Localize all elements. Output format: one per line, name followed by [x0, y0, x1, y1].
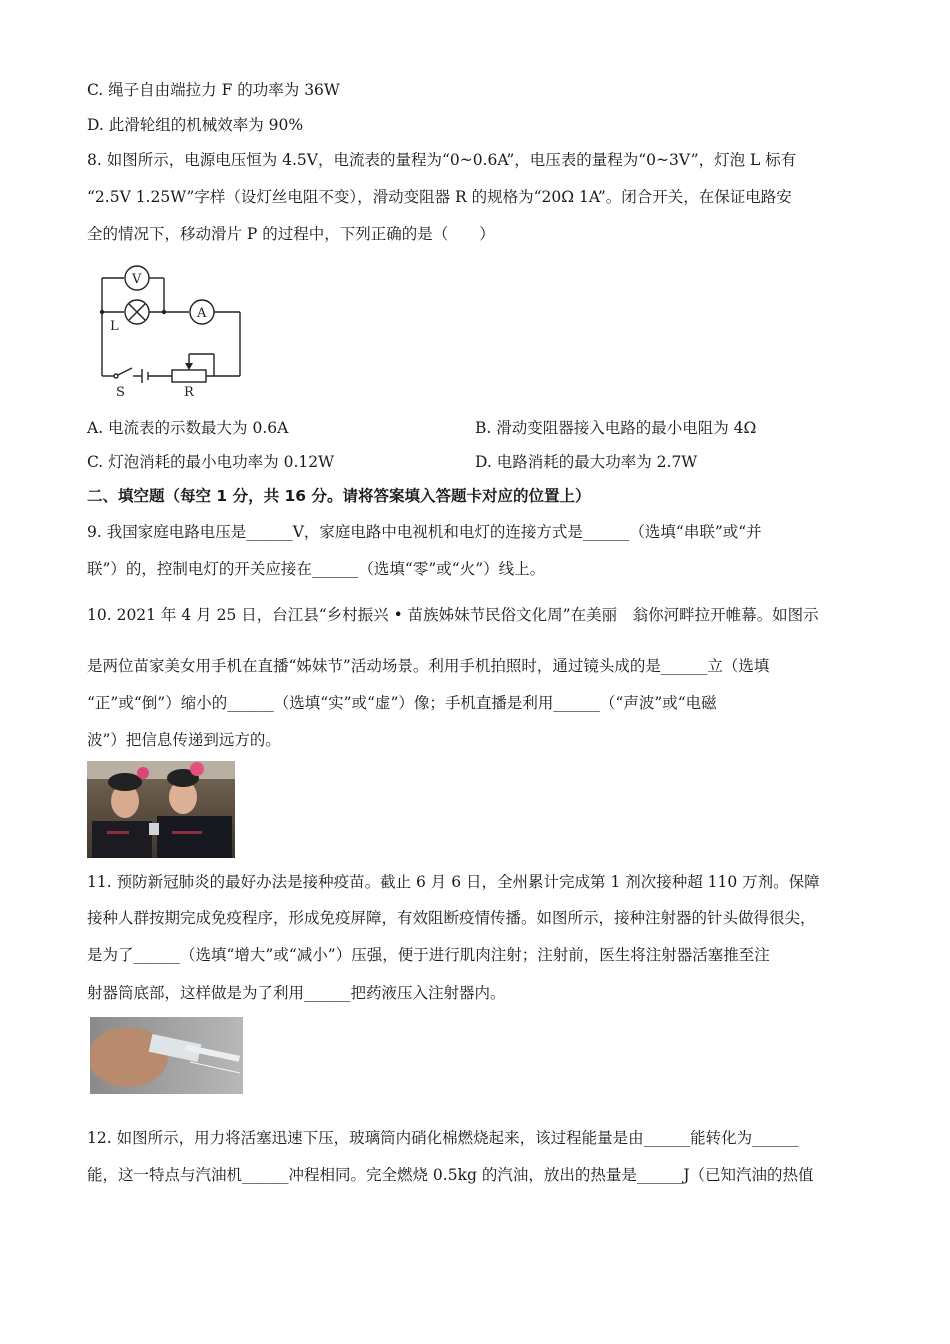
section-2-heading: 二、填空题（每空 1 分，共 16 分。请将答案填入答题卡对应的位置上）	[87, 487, 591, 505]
q9-line2: 联”）的，控制电灯的开关应接在______（选填“零”或“火”）线上。	[87, 560, 546, 578]
slider-arrow	[185, 363, 193, 370]
q9-line1: 9. 我国家庭电路电压是______V，家庭电路中电视机和电灯的连接方式是______（选填“串联”或“并	[87, 523, 762, 541]
miao-women-photo	[87, 761, 235, 858]
q8-option-a: A. 电流表的示数最大为 0.6A	[87, 419, 289, 437]
rheostat-label: R	[184, 385, 194, 400]
lamp-label: L	[110, 319, 119, 334]
syringe-photo	[90, 1017, 243, 1094]
q8-option-d: D. 电路消耗的最大功率为 2.7W	[475, 453, 698, 471]
q11-line3: 是为了______（选填“增大”或“减小”）压强，便于进行肌肉注射；注射前，医生将注射器活塞推至注	[87, 946, 770, 964]
q11-line1: 11. 预防新冠肺炎的最好办法是接种疫苗。截止 6 月 6 日，全州累计完成第 1 剂次接种超 110 万剂。保障	[87, 873, 820, 891]
circuit-diagram	[92, 262, 252, 402]
voltmeter-label: V	[132, 272, 142, 287]
junction-dot-left	[100, 310, 104, 314]
junction-dot-right	[162, 310, 166, 314]
q10-line2: 是两位苗家美女用手机在直播“姊妹节”活动场景。利用手机拍照时，通过镜头成的是______立（选填	[87, 657, 770, 675]
q11-line4: 射器筒底部，这样做是为了利用______把药液压入注射器内。	[87, 984, 506, 1002]
q7-option-d: D. 此滑轮组的机械效率为 90%	[87, 116, 304, 134]
q7-option-c: C. 绳子自由端拉力 F 的功率为 36W	[87, 81, 340, 99]
q8-option-c: C. 灯泡消耗的最小电功率为 0.12W	[87, 453, 335, 471]
switch-label: S	[116, 385, 125, 400]
ammeter-label: A	[197, 306, 207, 321]
q10-line4: 波”）把信息传递到远方的。	[87, 731, 281, 749]
q10-line3: “正”或“倒”）缩小的______（选填“实”或“虚”）像；手机直播是利用______（“声波”或“电磁	[87, 694, 717, 712]
q8-stem-line1: 8. 如图所示，电源电压恒为 4.5V，电流表的量程为“0~0.6A”，电压表的量程为“0~3V”，灯泡 L 标有	[87, 151, 797, 169]
q11-line2: 接种人群按期完成免疫程序，形成免疫屏障，有效阻断疫情传播。如图所示，接种注射器的针头做得很尖，	[87, 909, 816, 927]
q12-line2: 能，这一特点与汽油机______冲程相同。完全燃烧 0.5kg 的汽油，放出的热量是______J（已知汽油的热值	[87, 1166, 814, 1184]
q8-stem-line3: 全的情况下，移动滑片 P 的过程中，下列正确的是（ ）	[87, 225, 495, 243]
q8-option-b: B. 滑动变阻器接入电路的最小电阻为 4Ω	[475, 419, 757, 437]
q12-line1: 12. 如图所示，用力将活塞迅速下压，玻璃筒内硝化棉燃烧起来，该过程能量是由______能转化为______	[87, 1129, 799, 1147]
q10-line1: 10. 2021 年 4 月 25 日，台江县“乡村振兴 • 苗族姊妹节民俗文化周”在美丽 翁你河畔拉开帷幕。如图示	[87, 606, 819, 624]
q8-stem-line2: “2.5V 1.25W”字样（设灯丝电阻不变），滑动变阻器 R 的规格为“20Ω 1A”。闭合开关，在保证电路安	[87, 188, 792, 206]
